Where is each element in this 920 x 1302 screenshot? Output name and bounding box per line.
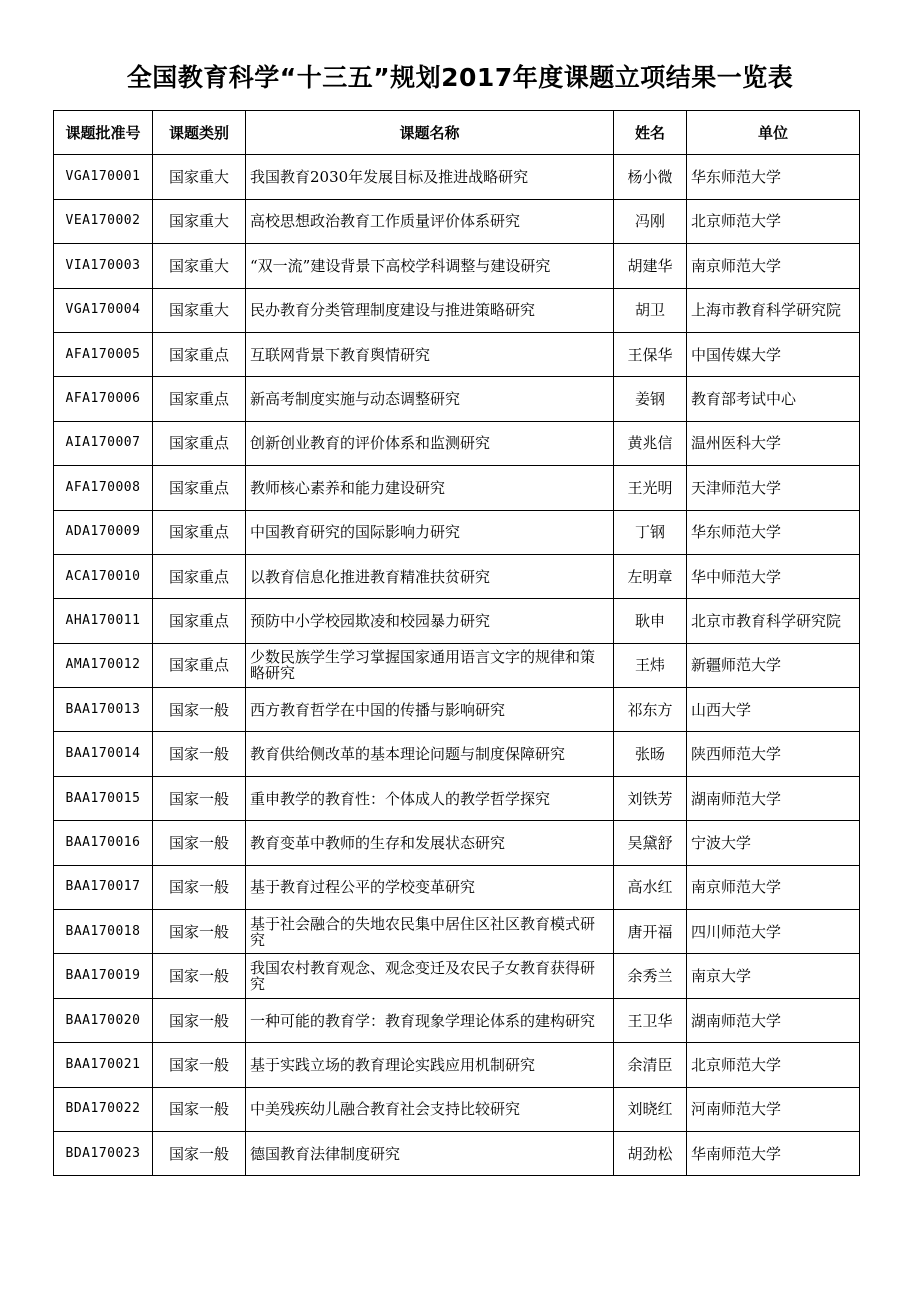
cell-name: 黄兆信 — [614, 421, 687, 465]
cell-code: AFA170006 — [54, 377, 153, 421]
cell-topic: 基于教育过程公平的学校变革研究 — [246, 865, 614, 909]
cell-topic: 中国教育研究的国际影响力研究 — [246, 510, 614, 554]
cell-type: 国家重点 — [153, 599, 246, 643]
cell-type: 国家重点 — [153, 377, 246, 421]
cell-code: BDA170022 — [54, 1087, 153, 1131]
cell-name: 余清臣 — [614, 1043, 687, 1087]
cell-topic: 教育变革中教师的生存和发展状态研究 — [246, 821, 614, 865]
cell-unit: 新疆师范大学 — [687, 643, 860, 687]
cell-type: 国家一般 — [153, 776, 246, 820]
table-row — [54, 510, 860, 554]
cell-code: VGA170001 — [54, 155, 153, 199]
cell-topic: “双一流”建设背景下高校学科调整与建设研究 — [246, 244, 614, 288]
cell-unit: 天津师范大学 — [687, 466, 860, 510]
cell-name: 王卫华 — [614, 998, 687, 1042]
header-unit: 单位 — [687, 111, 860, 155]
cell-topic: 预防中小学校园欺凌和校园暴力研究 — [246, 599, 614, 643]
table-row — [54, 244, 860, 288]
cell-code: VIA170003 — [54, 244, 153, 288]
cell-topic: 新高考制度实施与动态调整研究 — [246, 377, 614, 421]
cell-type: 国家重大 — [153, 155, 246, 199]
table-row — [54, 910, 860, 954]
cell-type: 国家一般 — [153, 1087, 246, 1131]
cell-topic: 高校思想政治教育工作质量评价体系研究 — [246, 199, 614, 243]
cell-type: 国家一般 — [153, 1131, 246, 1175]
cell-unit: 南京大学 — [687, 954, 860, 998]
cell-unit: 华东师范大学 — [687, 510, 860, 554]
table-row — [54, 288, 860, 332]
cell-type: 国家一般 — [153, 821, 246, 865]
cell-name: 耿申 — [614, 599, 687, 643]
table-row — [54, 466, 860, 510]
cell-name: 丁钢 — [614, 510, 687, 554]
table-row — [54, 821, 860, 865]
cell-name: 王光明 — [614, 466, 687, 510]
table-row — [54, 421, 860, 465]
cell-unit: 四川师范大学 — [687, 910, 860, 954]
cell-name: 吴黛舒 — [614, 821, 687, 865]
cell-type: 国家一般 — [153, 732, 246, 776]
table-row — [54, 1131, 860, 1175]
cell-type: 国家重点 — [153, 643, 246, 687]
cell-code: BDA170023 — [54, 1131, 153, 1175]
cell-code: AIA170007 — [54, 421, 153, 465]
cell-topic: 西方教育哲学在中国的传播与影响研究 — [246, 688, 614, 732]
table-row — [54, 599, 860, 643]
cell-topic: 重申教学的教育性：个体成人的教学哲学探究 — [246, 776, 614, 820]
cell-topic: 教育供给侧改革的基本理论问题与制度保障研究 — [246, 732, 614, 776]
cell-topic: 创新创业教育的评价体系和监测研究 — [246, 421, 614, 465]
cell-type: 国家一般 — [153, 865, 246, 909]
cell-unit: 湖南师范大学 — [687, 776, 860, 820]
cell-name: 姜钢 — [614, 377, 687, 421]
cell-unit: 湖南师范大学 — [687, 998, 860, 1042]
cell-unit: 华东师范大学 — [687, 155, 860, 199]
table-row — [54, 1043, 860, 1087]
header-type: 课题类别 — [153, 111, 246, 155]
cell-topic: 中美残疾幼儿融合教育社会支持比较研究 — [246, 1087, 614, 1131]
cell-code: BAA170021 — [54, 1043, 153, 1087]
cell-name: 左明章 — [614, 554, 687, 598]
cell-topic: 互联网背景下教育舆情研究 — [246, 332, 614, 376]
cell-type: 国家重大 — [153, 288, 246, 332]
cell-topic: 一种可能的教育学：教育现象学理论体系的建构研究 — [246, 998, 614, 1042]
cell-code: VGA170004 — [54, 288, 153, 332]
cell-code: AFA170008 — [54, 466, 153, 510]
cell-name: 胡卫 — [614, 288, 687, 332]
header-code: 课题批准号 — [54, 111, 153, 155]
cell-unit: 北京师范大学 — [687, 1043, 860, 1087]
cell-type: 国家一般 — [153, 688, 246, 732]
cell-code: BAA170018 — [54, 910, 153, 954]
cell-unit: 北京师范大学 — [687, 199, 860, 243]
cell-name: 王保华 — [614, 332, 687, 376]
cell-topic: 德国教育法律制度研究 — [246, 1131, 614, 1175]
cell-code: BAA170016 — [54, 821, 153, 865]
cell-code: BAA170020 — [54, 998, 153, 1042]
table-row — [54, 1087, 860, 1131]
cell-type: 国家重点 — [153, 421, 246, 465]
cell-code: BAA170014 — [54, 732, 153, 776]
cell-topic: 民办教育分类管理制度建设与推进策略研究 — [246, 288, 614, 332]
table-row — [54, 554, 860, 598]
cell-code: BAA170019 — [54, 954, 153, 998]
cell-unit: 南京师范大学 — [687, 244, 860, 288]
cell-name: 高水红 — [614, 865, 687, 909]
cell-code: BAA170013 — [54, 688, 153, 732]
cell-unit: 山西大学 — [687, 688, 860, 732]
cell-name: 祁东方 — [614, 688, 687, 732]
table-row — [54, 199, 860, 243]
cell-type: 国家一般 — [153, 1043, 246, 1087]
cell-type: 国家重点 — [153, 466, 246, 510]
cell-code: ACA170010 — [54, 554, 153, 598]
cell-unit: 北京市教育科学研究院 — [687, 599, 860, 643]
cell-unit: 温州医科大学 — [687, 421, 860, 465]
cell-type: 国家一般 — [153, 910, 246, 954]
cell-unit: 宁波大学 — [687, 821, 860, 865]
cell-unit: 华中师范大学 — [687, 554, 860, 598]
cell-topic: 以教育信息化推进教育精准扶贫研究 — [246, 554, 614, 598]
cell-topic: 基于实践立场的教育理论实践应用机制研究 — [246, 1043, 614, 1087]
cell-name: 胡劲松 — [614, 1131, 687, 1175]
table-row — [54, 377, 860, 421]
table-row — [54, 776, 860, 820]
table-body — [54, 155, 860, 1176]
cell-topic: 我国农村教育观念、观念变迁及农民子女教育获得研究 — [246, 954, 614, 998]
page-title: 全国教育科学“十三五”规划2017年度课题立项结果一览表 — [126, 63, 794, 92]
cell-topic: 我国教育2030年发展目标及推进战略研究 — [246, 155, 614, 199]
table-row — [54, 865, 860, 909]
cell-unit: 河南师范大学 — [687, 1087, 860, 1131]
table-row — [54, 155, 860, 199]
cell-code: AFA170005 — [54, 332, 153, 376]
cell-code: AHA170011 — [54, 599, 153, 643]
cell-name: 王炜 — [614, 643, 687, 687]
cell-unit: 中国传媒大学 — [687, 332, 860, 376]
table-row — [54, 643, 860, 687]
cell-name: 刘晓红 — [614, 1087, 687, 1131]
table-header-row — [54, 111, 860, 155]
cell-type: 国家重大 — [153, 199, 246, 243]
cell-type: 国家重大 — [153, 244, 246, 288]
cell-name: 唐开福 — [614, 910, 687, 954]
cell-unit: 上海市教育科学研究院 — [687, 288, 860, 332]
cell-topic: 少数民族学生学习掌握国家通用语言文字的规律和策略研究 — [246, 643, 614, 687]
cell-name: 刘铁芳 — [614, 776, 687, 820]
table-row — [54, 732, 860, 776]
cell-type: 国家重点 — [153, 510, 246, 554]
cell-topic: 基于社会融合的失地农民集中居住区社区教育模式研究 — [246, 910, 614, 954]
table-row — [54, 954, 860, 998]
table-row — [54, 332, 860, 376]
cell-unit: 陕西师范大学 — [687, 732, 860, 776]
project-table — [53, 110, 860, 1176]
cell-name: 余秀兰 — [614, 954, 687, 998]
table-row — [54, 688, 860, 732]
header-topic: 课题名称 — [246, 111, 614, 155]
cell-code: VEA170002 — [54, 199, 153, 243]
cell-code: BAA170017 — [54, 865, 153, 909]
cell-code: BAA170015 — [54, 776, 153, 820]
cell-unit: 教育部考试中心 — [687, 377, 860, 421]
cell-name: 冯刚 — [614, 199, 687, 243]
cell-topic: 教师核心素养和能力建设研究 — [246, 466, 614, 510]
cell-type: 国家重点 — [153, 332, 246, 376]
cell-type: 国家一般 — [153, 998, 246, 1042]
table-row — [54, 998, 860, 1042]
cell-name: 胡建华 — [614, 244, 687, 288]
header-name: 姓名 — [614, 111, 687, 155]
cell-type: 国家一般 — [153, 954, 246, 998]
cell-type: 国家重点 — [153, 554, 246, 598]
cell-code: AMA170012 — [54, 643, 153, 687]
cell-unit: 华南师范大学 — [687, 1131, 860, 1175]
cell-name: 张旸 — [614, 732, 687, 776]
cell-code: ADA170009 — [54, 510, 153, 554]
cell-name: 杨小微 — [614, 155, 687, 199]
cell-unit: 南京师范大学 — [687, 865, 860, 909]
